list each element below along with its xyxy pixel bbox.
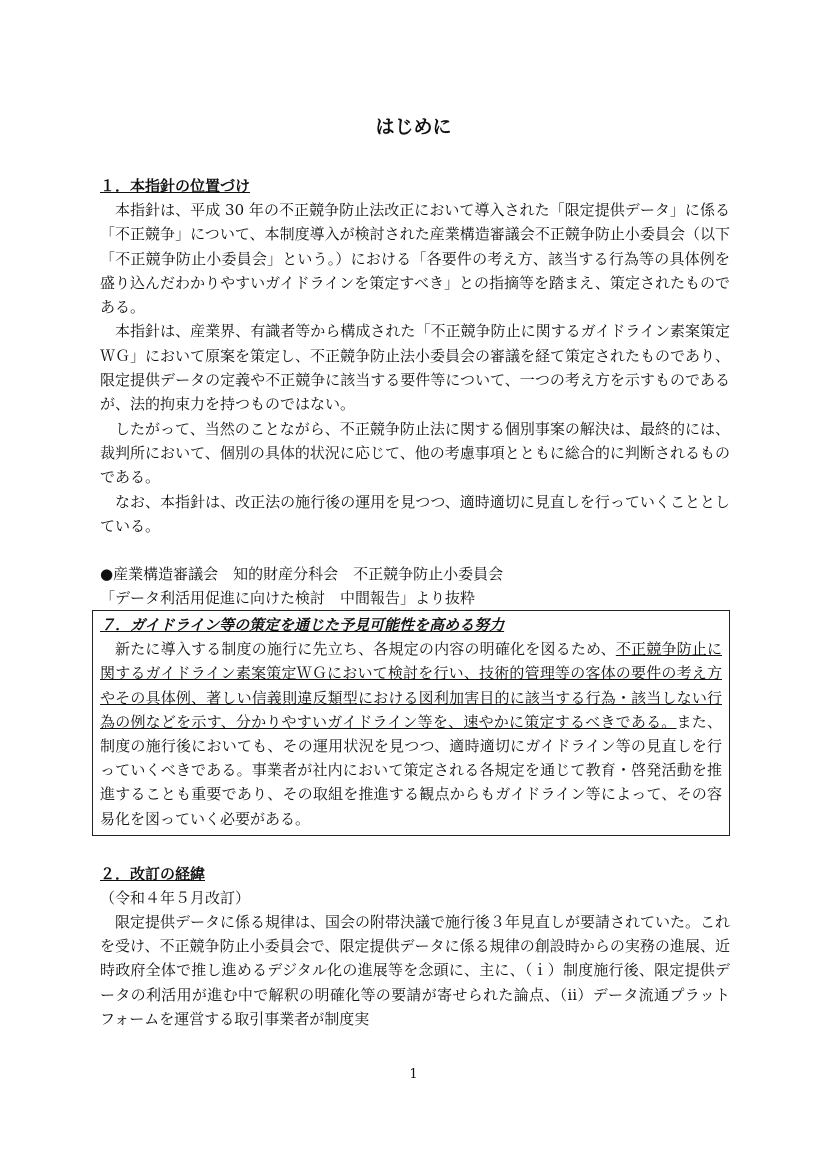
page-number: 1 [409, 1067, 418, 1082]
section-2-heading: ２．改訂の経緯 [100, 864, 206, 883]
spacer [100, 538, 730, 562]
source-note-line-1: ●産業構造審議会 知的財産分科会 不正競争防止小委員会 [100, 565, 504, 584]
section-1-paragraph-2: 本指針は、産業界、有識者等から構成された「不正競争防止に関するガイドライン素案策定ＷＧ」において原案を策定し、不正競争防止法小委員会の審議を経て策定されたものであり、限定提供データの定義や不正競争に該当する要件等について、一つの考え方を示すものであるが、法的拘束力を持つものではない。 [100, 322, 731, 414]
excerpt-text-start: 新たに導入する制度の施行に先立ち、各規定の内容の明確化を図るため、 [115, 640, 616, 659]
excerpt-text-end: また、制度の施行後においても、その運用状況を見つつ、適時適切にガイドライン等の見直しを行っていくべきである。事業者が社内において策定される各規定を通じて教育・啓発活動を推進することも重要であり、その取組を推進する観点からもガイドライン等によって、その容易化を図っていく必要がある。 [100, 712, 722, 828]
source-note-line-2: 「データ利活用促進に向けた検討 中間報告」より抜粋 [100, 589, 476, 608]
section-1-heading: １．本指針の位置づけ [100, 177, 251, 195]
excerpt-heading: ７．ガイドライン等の策定を通じた予見可能性を高める努力 [100, 616, 505, 635]
section-1-paragraph-1: 本指針は、平成 30 年の不正競争防止法改正において導入された「限定提供データ」に係る「不正競争」について、本制度導入が検討された産業構造審議会不正競争防止小委員会（以下「不正競争防止小委員会」という。）における「各要件の考え方、該当する行為等の具体例を盛り込んだわかりやすいガイドラインを策定すべき」との指摘等を踏まえ、策定されたものである。 [100, 201, 730, 317]
section-2-paragraph-1: 限定提供データに係る規律は、国会の附帯決議で施行後３年見直しが要請されていた。これを受け、不正競争防止小委員会で、限定提供データに係る規律の創設時からの実務の進展、近時政府全体で推し進めるデジタル化の進展等を念頭に、主に、（ｉ）制度施行後、限定提供データの利活用が進む中で解釈の明確化等の要請が寄せられた論点、（ⅱ）データ流通プラットフォームを運営する取引事業者が制度実 [100, 912, 731, 1028]
excerpt-text-underlined: 不正競争防止に関するガイドライン素案策定ＷＧにおいて検討を行い、技術的管理等の客体の要件の考え方やその具体例、著しい信義則違反類型における図利加害目的に該当する行為・該当しない行為の例などを示す、分かりやすいガイドライン等を、速やかに策定するべきである。 [100, 640, 722, 731]
section-1-paragraph-4: なお、本指針は、改正法の施行後の運用を見つつ、適時適切に見直しを行っていくこととしている。 [100, 492, 730, 535]
document-body [100, 174, 730, 1031]
revision-note: （令和４年５月改訂） [100, 888, 251, 907]
excerpt-paragraph [100, 637, 722, 831]
page-title: はじめに [375, 116, 452, 138]
section-1-paragraph-3: したがって、当然のことながら、不正競争防止法に関する個別事案の解決は、最終的には、裁判所において、個別の具体的状況に応じて、他の考慮事項とともに総合的に判断されるものである。 [100, 419, 730, 487]
excerpt-box [92, 610, 730, 836]
